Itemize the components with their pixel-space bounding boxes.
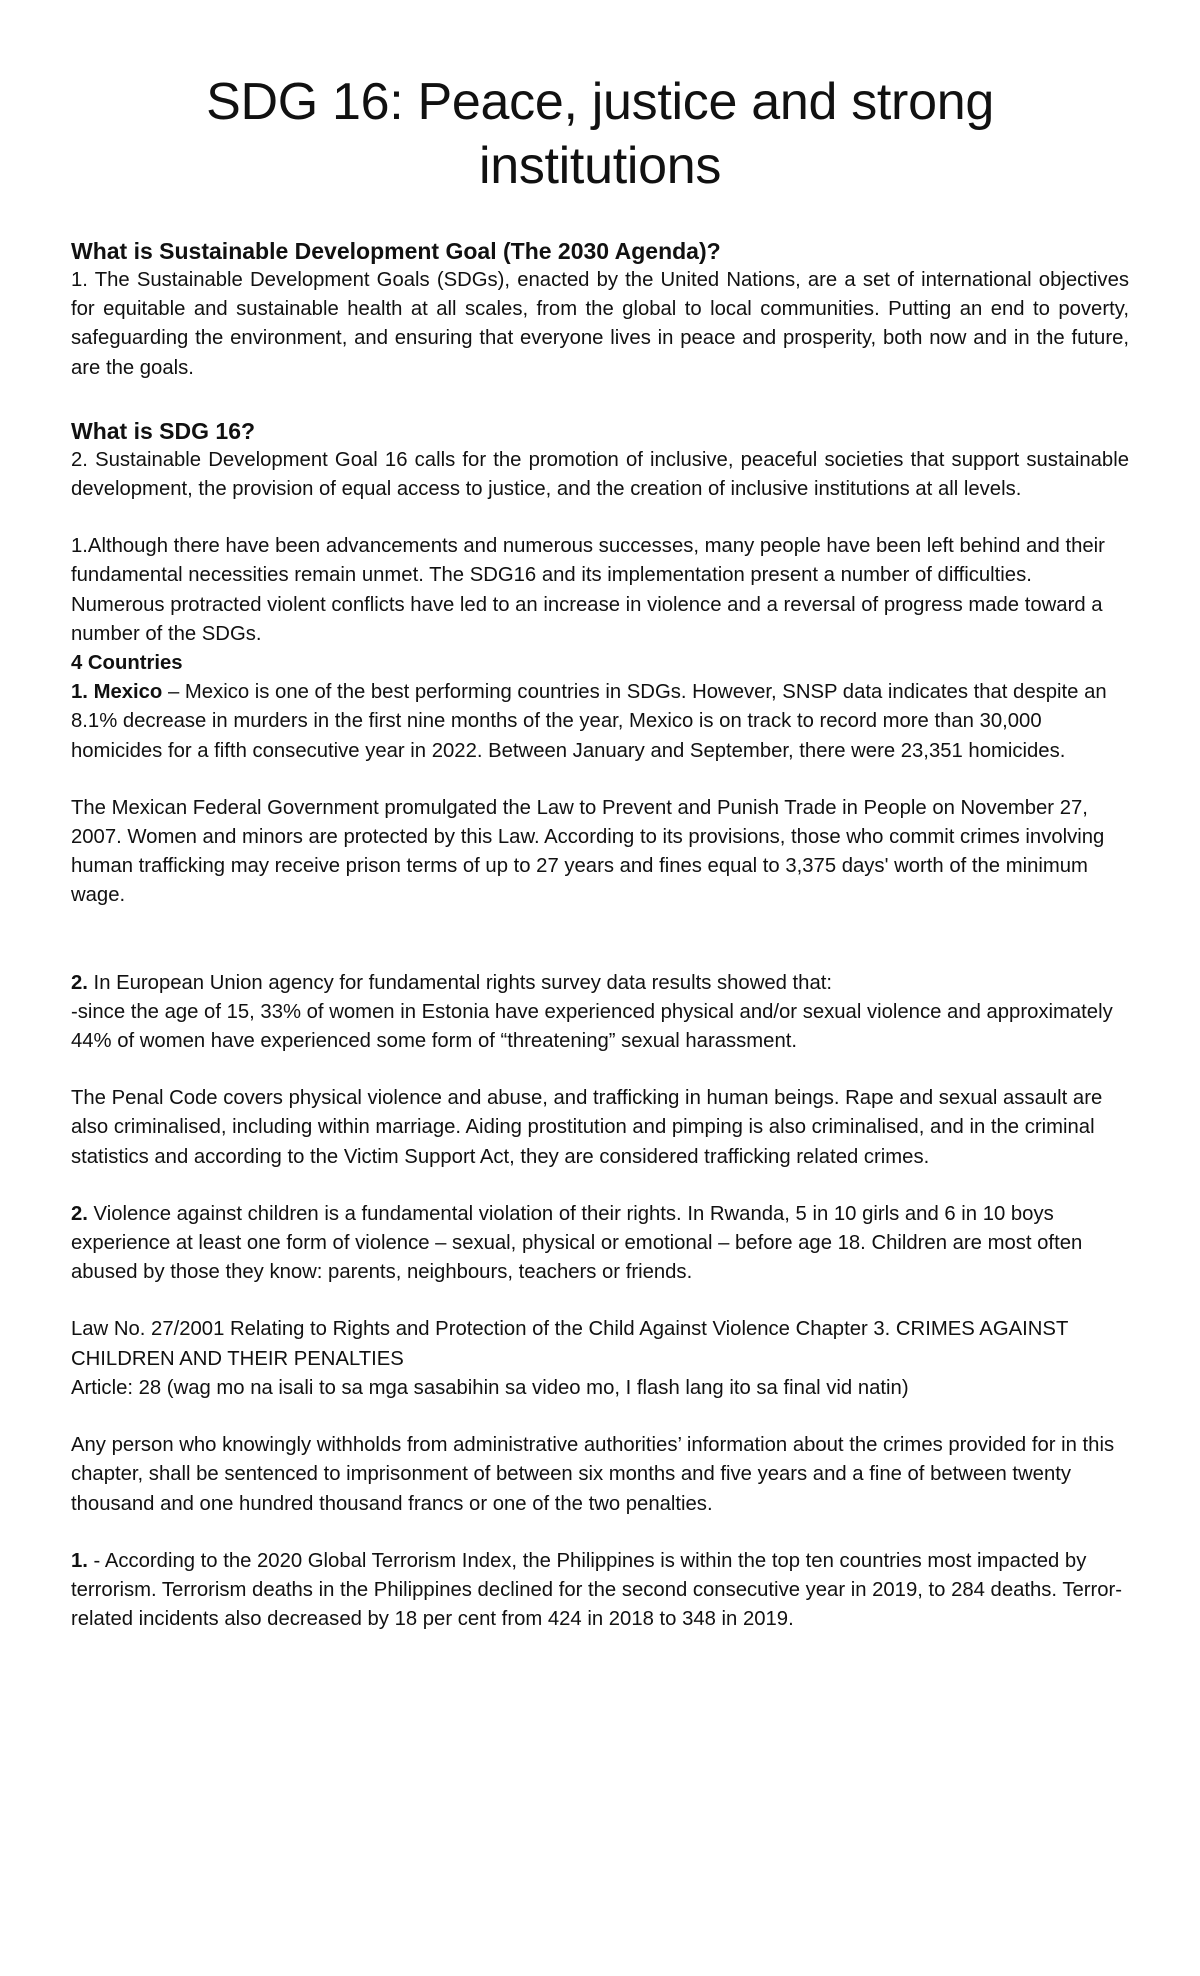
paragraph-sdg16-definition: 2. Sustainable Development Goal 16 calls for the promotion of inclusive, peaceful societies that support sustainable development, the provision of equal access to justice, and the creation of inclusive institutions at all levels.	[71, 448, 1129, 501]
document-page	[71, 70, 1129, 1634]
paragraph-sdg16-challenges: 1.Although there have been advancements and numerous successes, many people have been left behind and their fundamental necessities remain unmet. The SDG16 and its implementation present a number of difficulties. Numerous protracted violent conflicts have led to an increase in violence and a reversal of progress made toward a number of the SDGs.	[71, 535, 1105, 645]
rwanda-number: 2.	[71, 1202, 88, 1225]
rwanda-text: Violence against children is a fundamental violation of their rights. In Rwanda, 5 in 10 girls and 6 in 10 boys experience at least one form of violence – sexual, physical or emotional – before age 18. Children are most often abused by those they know: parents, neighbours, teachers or friends.	[71, 1202, 1083, 1284]
document-title: SDG 16: Peace, justice and strong institutions	[206, 73, 994, 195]
section-heading-sdg16: What is SDG 16?	[71, 417, 256, 444]
mexico-number: 1.	[71, 681, 88, 704]
paragraph-mexico-law: The Mexican Federal Government promulgated the Law to Prevent and Punish Trade in People on November 27, 2007. Women and minors are protected by this Law. According to its provisions, those who commit crimes involving human trafficking may receive prison terms of up to 27 years and fines equal to 3,375 days' worth of the minimum wage.	[71, 796, 1105, 907]
estonia-number: 2.	[71, 971, 88, 994]
mexico-text: – Mexico is one of the best performing countries in SDGs. However, SNSP data indicates that despite an 8.1% decrease in murders in the first nine months of the year, Mexico is on track to record more than 30,000 homicides for a fifth consecutive year in 2022. Between January and September, there were 23,351 homicides.	[71, 681, 1107, 762]
paragraph-rwanda	[71, 1200, 1129, 1288]
section-heading-sdg: What is Sustainable Development Goal (The 2030 Agenda)?	[71, 238, 721, 264]
paragraph-rwanda-article-text: Any person who knowingly withholds from administrative authorities’ information about the crimes provided for in this chapter, shall be sentenced to imprisonment of between six months and five years and a fine of between twenty thousand and one hundred thousand francs or one of the two penalties.	[71, 1434, 1115, 1515]
philippines-number: 1.	[71, 1549, 88, 1572]
paragraph-estonia-law: The Penal Code covers physical violence and abuse, and trafficking in human beings. Rape and sexual assault are also criminalised, including within marriage. Aiding prostitution and pimping is also criminalised, and in the criminal statistics and according to the Victim Support Act, they are considered trafficking related crimes.	[71, 1087, 1103, 1168]
paragraph-estonia-stats: -since the age of 15, 33% of women in Estonia have experienced physical and/or sexual violence and approximately 44% of women have experienced some form of “threatening” sexual harassment.	[71, 1000, 1113, 1053]
countries-heading: 4 Countries	[71, 652, 183, 675]
paragraph-philippines	[71, 1547, 1129, 1635]
paragraph-sdg-definition: 1. The Sustainable Development Goals (SDGs), enacted by the United Nations, are a set of international objectives for equitable and sustainable health at all scales, from the global to local communities. Putting an end to poverty, safeguarding the environment, and ensuring that everyone lives in peace and prosperity, both now and in the future, are the goals.	[71, 269, 1129, 379]
paragraph-mexico	[71, 678, 1129, 766]
estonia-intro-text: In European Union agency for fundamental rights survey data results showed that:	[87, 971, 833, 994]
philippines-text: - According to the 2020 Global Terrorism Index, the Philippines is within the top ten countries most impacted by terrorism. Terrorism deaths in the Philippines declined for the second consecutive year in 2019, to 284 deaths. Terror-related incidents also decreased by 18 per cent from 424 in 2018 to 348 in 2019.	[71, 1549, 1123, 1631]
paragraph-estonia-intro	[71, 969, 1129, 998]
mexico-label: Mexico	[93, 681, 163, 704]
rwanda-article: Article: 28 (wag mo na isali to sa mga sasabihin sa video mo, I flash lang ito sa final vid natin)	[71, 1376, 909, 1399]
rwanda-law-title: Law No. 27/2001 Relating to Rights and Protection of the Child Against Violence Chapter 3. CRIMES AGAINST CHILDREN AND THEIR PENALTIES	[71, 1318, 1068, 1370]
